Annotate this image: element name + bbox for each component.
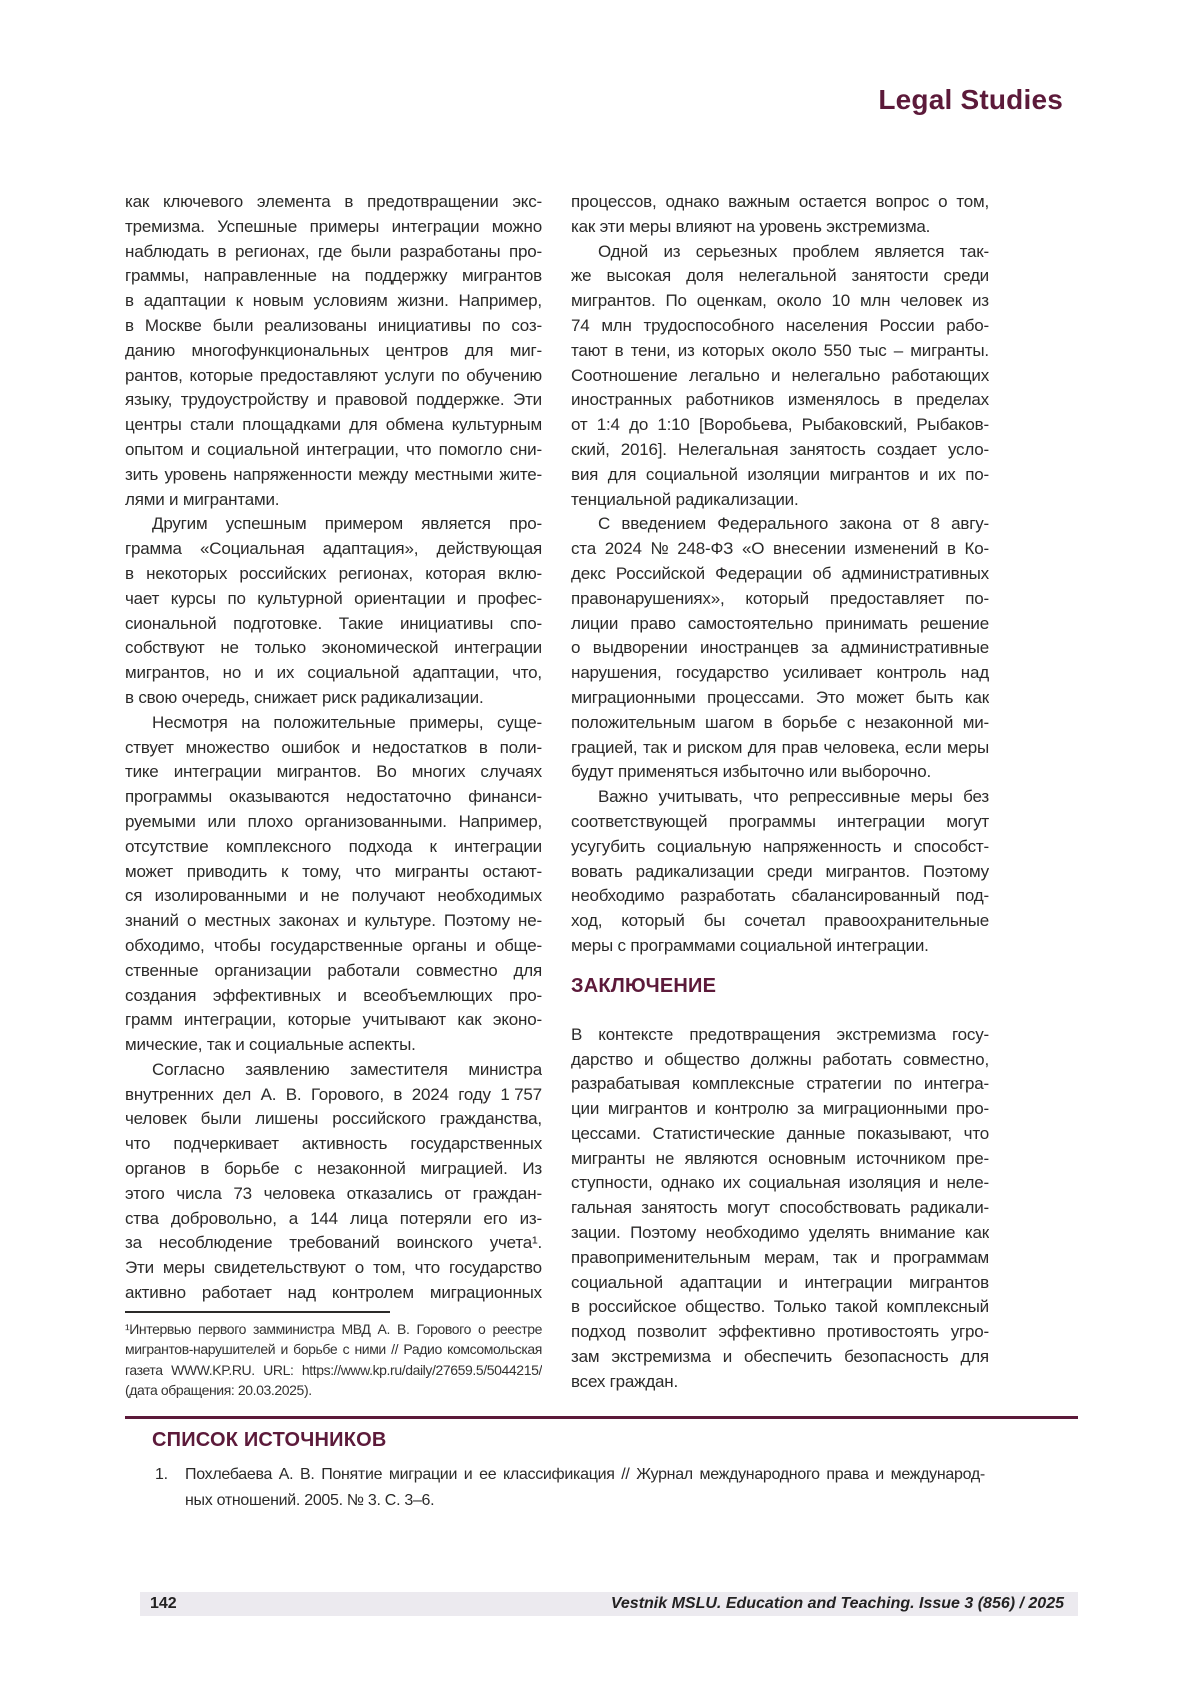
text-line: газета WWW.KP.RU. URL: https://www.kp.ru/daily/27659.5/5044215/ <box>125 1361 542 1378</box>
text-line: тике интеграции мигрантов. Во многих случаях <box>125 762 542 782</box>
text-line: усугубить социальную напряженность и способст- <box>571 836 989 856</box>
text-line: ский, 2016]. Нелегальная занятость создает усло- <box>571 439 989 459</box>
text-line: ступности, однако их социальная изоляция и неле- <box>571 1173 989 1193</box>
footnote-rule <box>125 1311 390 1313</box>
text-line: ход, который бы сочетал правоохранительные <box>571 911 989 931</box>
conclusion-heading: ЗАКЛЮЧЕНИЕ <box>571 974 717 997</box>
text-line: ся изолированными и не получают необходимых <box>125 886 542 906</box>
text-line: ствует множество ошибок и недостатков в поли- <box>125 737 542 757</box>
right-text-column <box>571 190 989 1395</box>
text-line: от 1:4 до 1:10 [Воробьева, Рыбаковский, Рыбаков- <box>571 415 989 435</box>
text-line: ста 2024 № 248-ФЗ «О внесении изменений в Ко- <box>571 539 989 559</box>
left-text-column <box>125 190 542 1401</box>
text-line: тают в тени, из которых около 550 тыс – мигранты. <box>571 340 989 360</box>
text-line: грамм интеграции, которые учитывают как эконо- <box>125 1010 542 1030</box>
text-line: тенциальной радикализации. <box>571 489 799 509</box>
journal-title: Vestnik MSLU. Education and Teaching. Issue 3 (856) / 2025 <box>610 1595 1064 1612</box>
text-line: рантов, которые предоставляют услуги по обучению <box>125 365 542 385</box>
text-line: цессами. Статистические данные показывают, что <box>571 1123 989 1143</box>
text-line: Соотношение легально и нелегально работающих <box>571 365 989 385</box>
text-line: В контексте предотвращения экстремизма госу- <box>571 1024 989 1044</box>
text-line: ственные организации работали совместно для <box>125 960 542 980</box>
text-line: как ключевого элемента в предотвращении экс- <box>125 192 542 211</box>
text-line: соответствующей программы интеграции могут <box>571 811 989 831</box>
text-line: Другим успешным примером является про- <box>152 514 542 534</box>
text-line: сиональной подготовке. Такие инициативы спо- <box>125 613 542 633</box>
text-line: человек были лишены российского гражданства, <box>125 1109 542 1129</box>
source-item <box>155 1462 1078 1514</box>
footnote <box>125 1311 542 1401</box>
text-line: этого числа 73 человека отказались от граждан- <box>125 1183 542 1203</box>
text-line: органов в борьбе с незаконной миграцией. Из <box>125 1159 542 1179</box>
text-line: отсутствие комплексного подхода к интеграции <box>125 836 542 856</box>
page-footer <box>140 1592 1078 1616</box>
text-line: грамма «Социальная адаптация», действующая <box>125 539 542 559</box>
sources-section <box>125 1416 1078 1514</box>
text-line: подход позволит эффективно противостоять угро- <box>571 1322 989 1342</box>
text-line: программы оказываются недостаточно финанси- <box>125 787 542 807</box>
text-line: может приводить к тому, что мигранты остают- <box>125 861 542 881</box>
text-line: о выдворении иностранцев за административные <box>571 638 989 658</box>
text-line: за несоблюдение требований воинского учета¹. <box>125 1233 542 1253</box>
text-line: обходимо, чтобы государственные органы и обще- <box>125 935 542 955</box>
text-line: нарушения, государство усиливает контроль над <box>571 663 989 683</box>
text-line: в Москве были реализованы инициативы по соз- <box>125 315 542 335</box>
text-line: ¹Интервью первого замминистра МВД А. В. Горового о реестре <box>125 1320 542 1337</box>
text-line: разрабатывая комплексные стратегии по интегра- <box>571 1074 989 1094</box>
text-line: иностранных работников изменялось в пределах <box>571 390 989 410</box>
text-line: гальная занятость могут способствовать радикали- <box>571 1198 989 1218</box>
text-line: всех граждан. <box>571 1371 679 1391</box>
text-line: необходимо разработать сбалансированный под- <box>571 886 989 906</box>
text-line: социальной адаптации и интеграции мигрантов <box>571 1272 989 1292</box>
text-line: в свою очередь, снижает риск радикализации. <box>125 687 484 707</box>
text-line: данию многофункциональных центров для миг- <box>125 340 542 360</box>
text-line: в российское общество. Только такой комплексный <box>571 1297 989 1317</box>
text-line: положительным шагом в борьбе с незаконной ми- <box>571 712 989 732</box>
sources-heading: СПИСОК ИСТОЧНИКОВ <box>152 1429 387 1451</box>
text-line: активно работает над контролем миграционных <box>125 1283 542 1303</box>
text-line: лями и мигрантами. <box>125 489 280 509</box>
text-line: 74 млн трудоспособного населения России рабо- <box>571 315 989 335</box>
text-line: правонарушениях», который предоставляет по- <box>571 588 989 608</box>
text-line: мигрантов. По оценкам, около 10 млн человек из <box>571 291 989 311</box>
text-line: мигрантов-нарушителей и борьбе с ними // Радио комсомольская <box>125 1341 542 1358</box>
text-line: Несмотря на положительные примеры, суще- <box>152 712 542 732</box>
text-line: Важно учитывать, что репрессивные меры без <box>598 787 989 807</box>
text-line: мические, так и социальные аспекты. <box>125 1035 416 1055</box>
text-line: зации. Поэтому необходимо уделять внимание как <box>571 1223 989 1243</box>
text-line: миграционными процессами. Это может быть как <box>571 687 989 707</box>
text-line: опытом и социальной интеграции, что помогло сни- <box>125 439 542 459</box>
text-line: ных отношений. 2005. № 3. С. 3–6. <box>185 1492 435 1509</box>
text-line: мигрантов, но и их социальной адаптации, что, <box>125 663 542 683</box>
text-line: как эти меры влияют на уровень экстремизма. <box>571 216 931 236</box>
page-number: 142 <box>150 1595 177 1612</box>
text-line: ции мигрантов и контролю за миграционными про- <box>571 1099 989 1119</box>
text-line: Эти меры свидетельствуют о том, что государство <box>125 1258 542 1278</box>
text-line: в некоторых российских регионах, которая вклю- <box>125 563 542 583</box>
text-line: будут применяться избыточно или выборочно. <box>571 762 931 782</box>
running-head-section-title: Legal Studies <box>878 84 1063 115</box>
text-line: меры с программами социальной интеграции. <box>571 935 929 955</box>
text-line: знаний о местных законах и культуре. Поэтому не- <box>125 911 542 931</box>
text-line: (дата обращения: 20.03.2025). <box>125 1382 312 1399</box>
source-item-text <box>185 1462 985 1514</box>
text-line: граммы, направленные на поддержку мигрантов <box>125 266 542 286</box>
text-line: грацией, так и риском для прав человека, если меры <box>571 737 989 757</box>
text-line: зить уровень напряженности между местными жите- <box>125 464 542 484</box>
text-line: же высокая доля нелегальной занятости среди <box>571 266 989 286</box>
sources-list <box>125 1462 1078 1514</box>
text-line: ства добровольно, а 144 лица потеряли его из- <box>125 1208 542 1228</box>
text-line: правоприменительным мерам, так и программам <box>571 1247 989 1267</box>
text-line: создания эффективных и всеобъемлющих про- <box>125 985 542 1005</box>
text-line: собствуют не только экономической интеграции <box>125 638 542 658</box>
text-line: чает курсы по культурной ориентации и профес- <box>125 588 542 608</box>
text-line: в адаптации к новым условиям жизни. Например, <box>125 291 542 311</box>
text-line: вия для социальной изоляции мигрантов и их по- <box>571 464 989 484</box>
text-line: Одной из серьезных проблем является так- <box>598 241 989 261</box>
text-line: лиции право самостоятельно принимать решение <box>571 613 989 633</box>
text-line: тремизма. Успешные примеры интеграции можно <box>125 216 542 236</box>
text-line: процессов, однако важным остается вопрос о том, <box>571 192 989 211</box>
text-line: центры стали площадками для обмена культурным <box>125 415 542 435</box>
text-line: дарство и общество должны работать совместно, <box>571 1049 989 1069</box>
text-line: внутренних дел А. В. Горового, в 2024 году 1 757 <box>125 1084 542 1104</box>
source-item-number: 1. <box>155 1466 168 1483</box>
sources-divider-rule <box>125 1416 1078 1419</box>
text-line: зам экстремизма и обеспечить безопасность для <box>571 1347 989 1367</box>
text-line: языку, трудоустройству и правовой поддержке. Эти <box>125 390 542 410</box>
text-line: С введением Федерального закона от 8 авгу- <box>598 514 989 534</box>
text-line: Похлебаева А. В. Понятие миграции и ее классификация // Журнал международного права и международ- <box>185 1466 985 1483</box>
text-line: декс Российской Федерации об административных <box>571 563 989 583</box>
text-line: вовать радикализации среди мигрантов. Поэтому <box>571 861 989 881</box>
text-line: Согласно заявлению заместителя министра <box>152 1059 542 1079</box>
text-line: мигранты не являются основным источником пре- <box>571 1148 989 1168</box>
text-line: наблюдать в регионах, где были разработаны про- <box>125 241 542 261</box>
text-line: руемыми или плохо организованными. Например, <box>125 811 542 831</box>
text-line: что подчеркивает активность государственных <box>125 1134 542 1154</box>
